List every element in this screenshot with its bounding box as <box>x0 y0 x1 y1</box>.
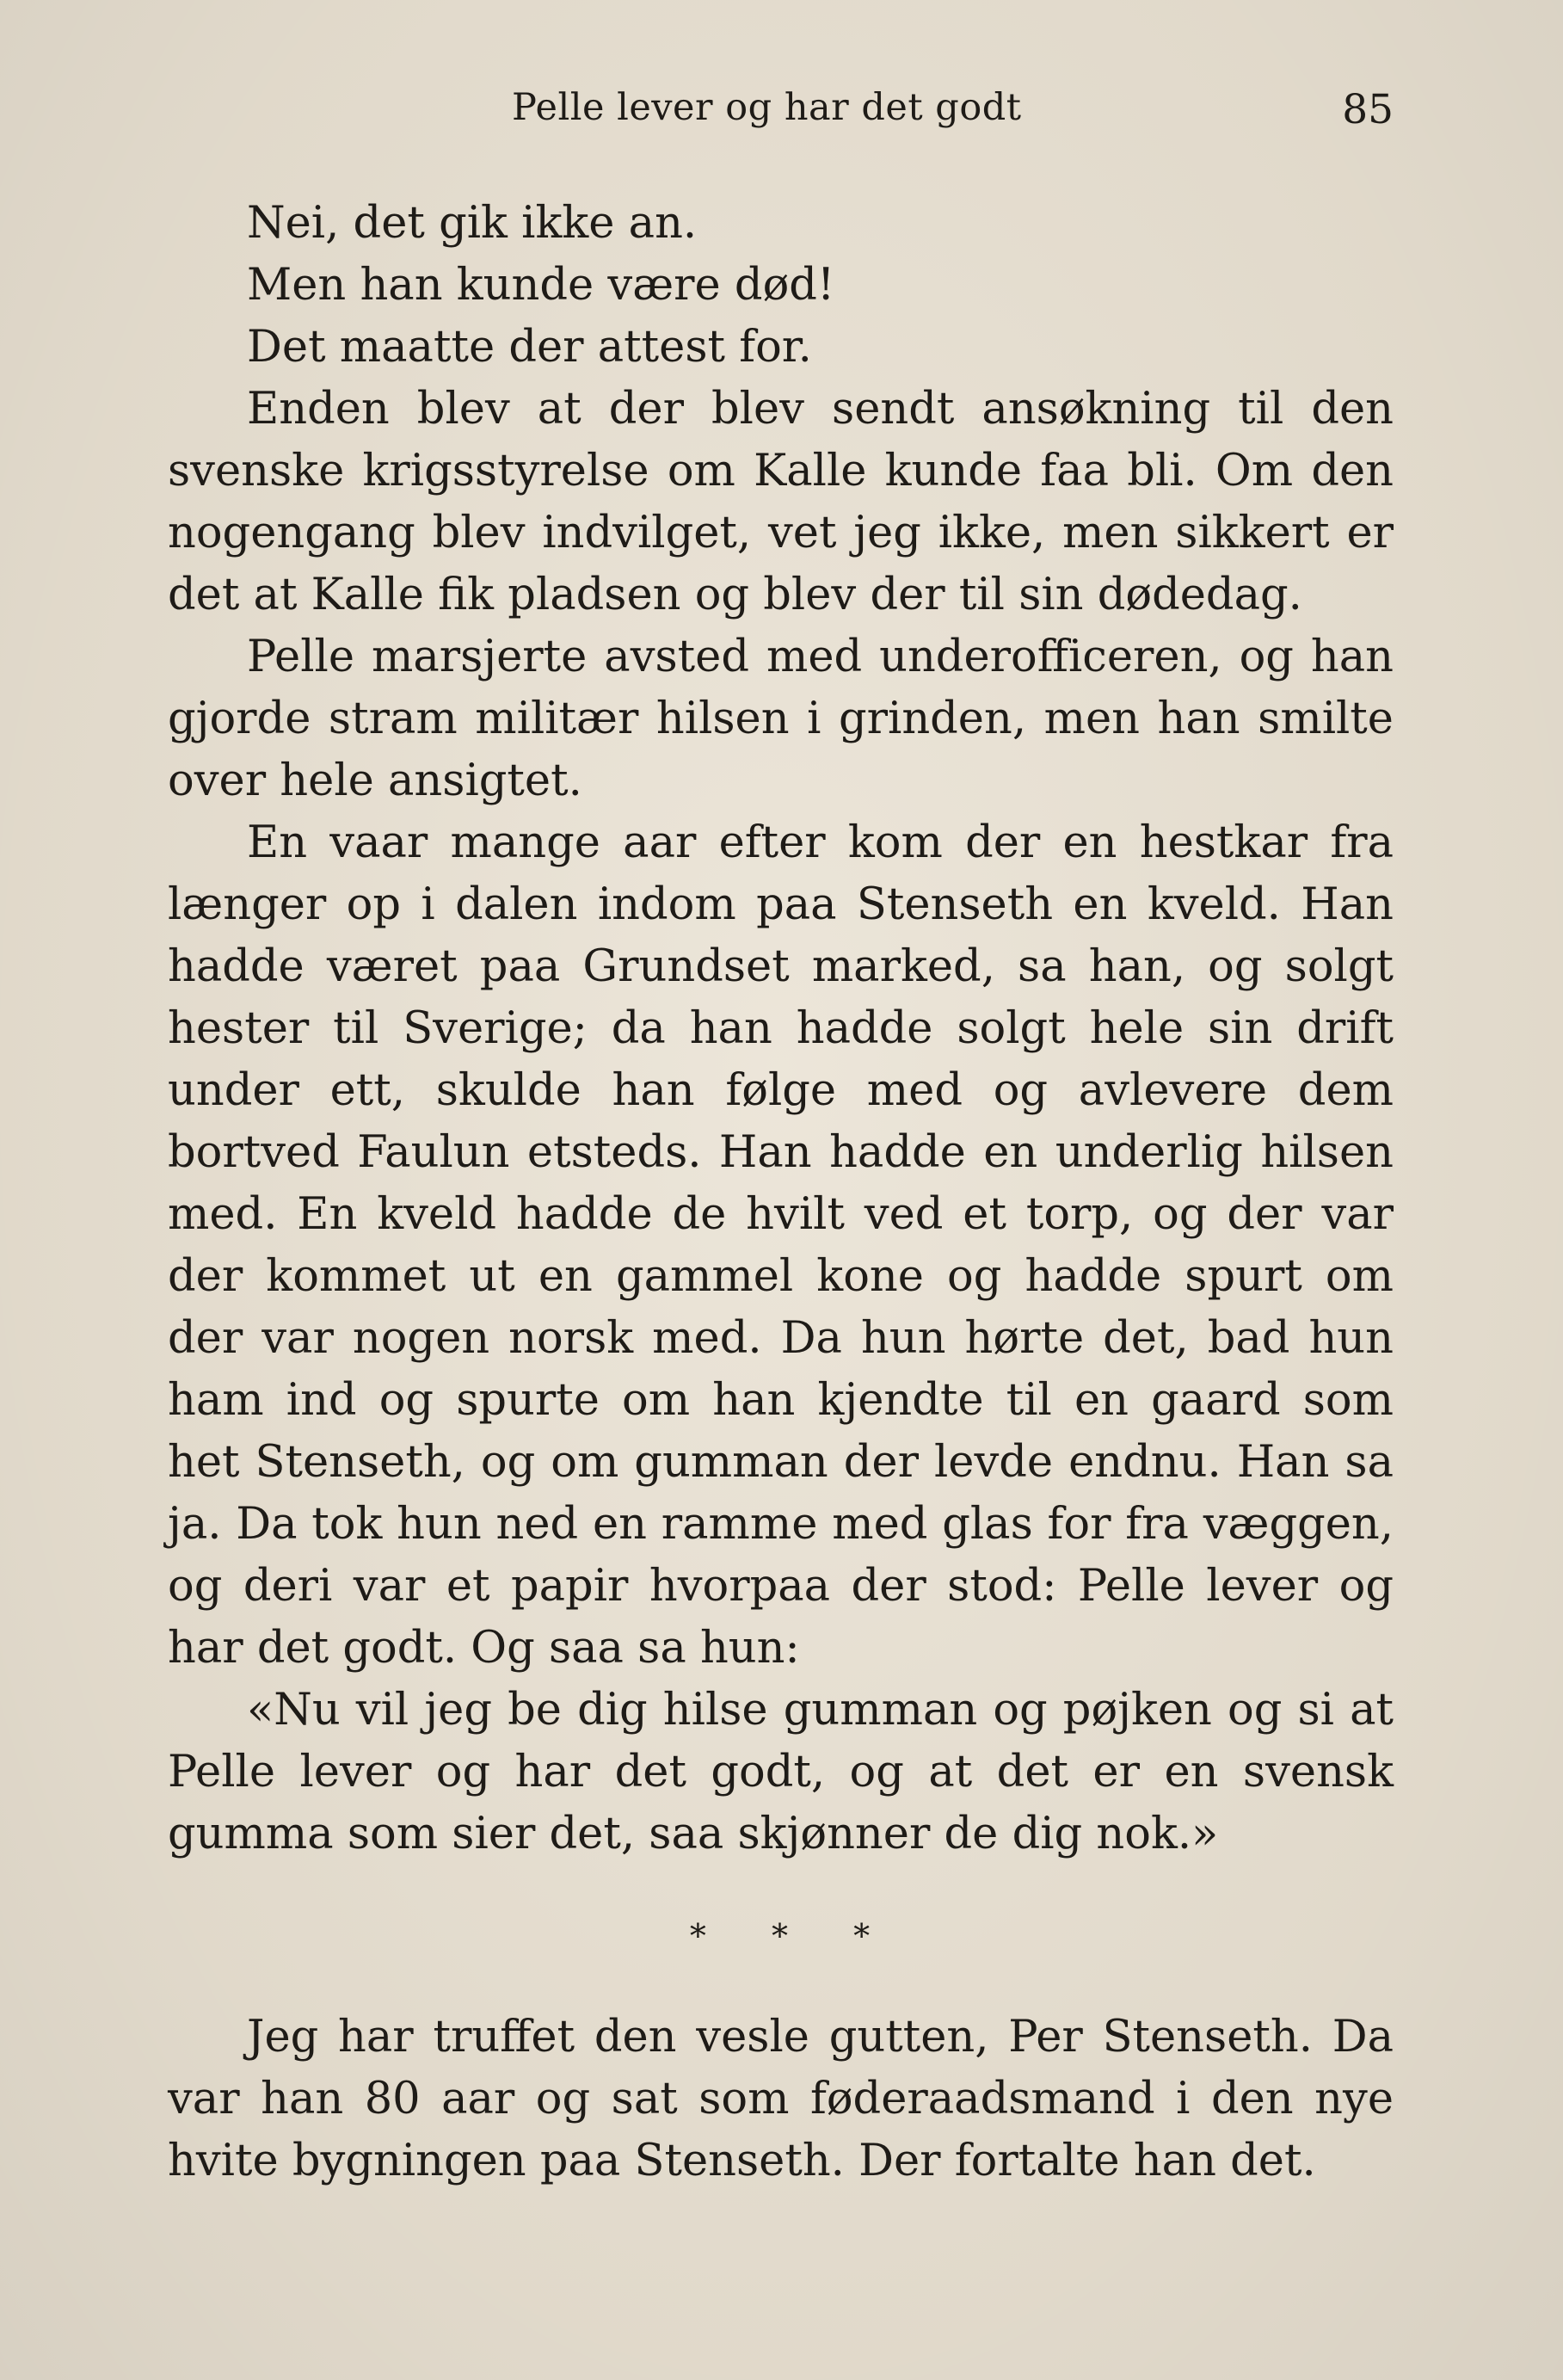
body-text <box>168 193 1394 2192</box>
paragraph: Enden blev at der blev sendt ansøkning til den svenske krigsstyrelse om Kalle kunde faa bli. Om den nogengang blev indvilget, vet jeg ikke, men sikkert er det at Kalle fik pladsen og blev der til sin dødedag. <box>168 384 1394 620</box>
section-separator: * * * <box>689 1917 872 1955</box>
running-title: Pelle lever og har det godt <box>512 86 1022 129</box>
paragraph: «Nu vil jeg be dig hilse gumman og pøjken og si at Pelle lever og har det godt, og at det er en svensk gumma som sier det, saa skjønner de dig nok.» <box>168 1685 1394 1859</box>
paragraph: Pelle marsjerte avsted med underofficeren, og han gjorde stram militær hilsen i grinden, men han smilte over hele ansigtet. <box>168 632 1394 806</box>
paragraph: Nei, det gik ikke an. <box>247 198 698 249</box>
page-number: 85 <box>1342 86 1394 133</box>
paragraph: Men han kunde være død! <box>247 260 835 311</box>
final-paragraph: Jeg har truffet den vesle gutten, Per Stenseth. Da var han 80 aar og sat som føderaadsmand i den nye hvite bygningen paa Stenseth. Der fortalte han det. <box>168 2012 1394 2186</box>
paragraph: En vaar mange aar efter kom der en hestkar fra længer op i dalen indom paa Stenseth en kveld. Han hadde været paa Grundset marked, sa han, og solgt hester til Sverige; da han hadde solgt hele sin drift under ett, skulde han følge med og avlevere dem bortved Faulun etsteds. Han hadde en underlig hilsen med. En kveld hadde de hvilt ved et torp, og der var der kommet ut en gammel kone og hadde spurt om der var nogen norsk med. Da hun hørte det, bad hun ham ind og spurte om han kjendte til en gaard som het Stenseth, og om gumman der levde endnu. Han sa ja. Da tok hun ned en ramme med glas for fra væggen, og deri var et papir hvorpaa der stod: Pelle lever og har det godt. Og saa sa hun: <box>168 817 1394 1674</box>
paragraph: Det maatte der attest for. <box>247 322 812 373</box>
page-header <box>168 86 1394 146</box>
